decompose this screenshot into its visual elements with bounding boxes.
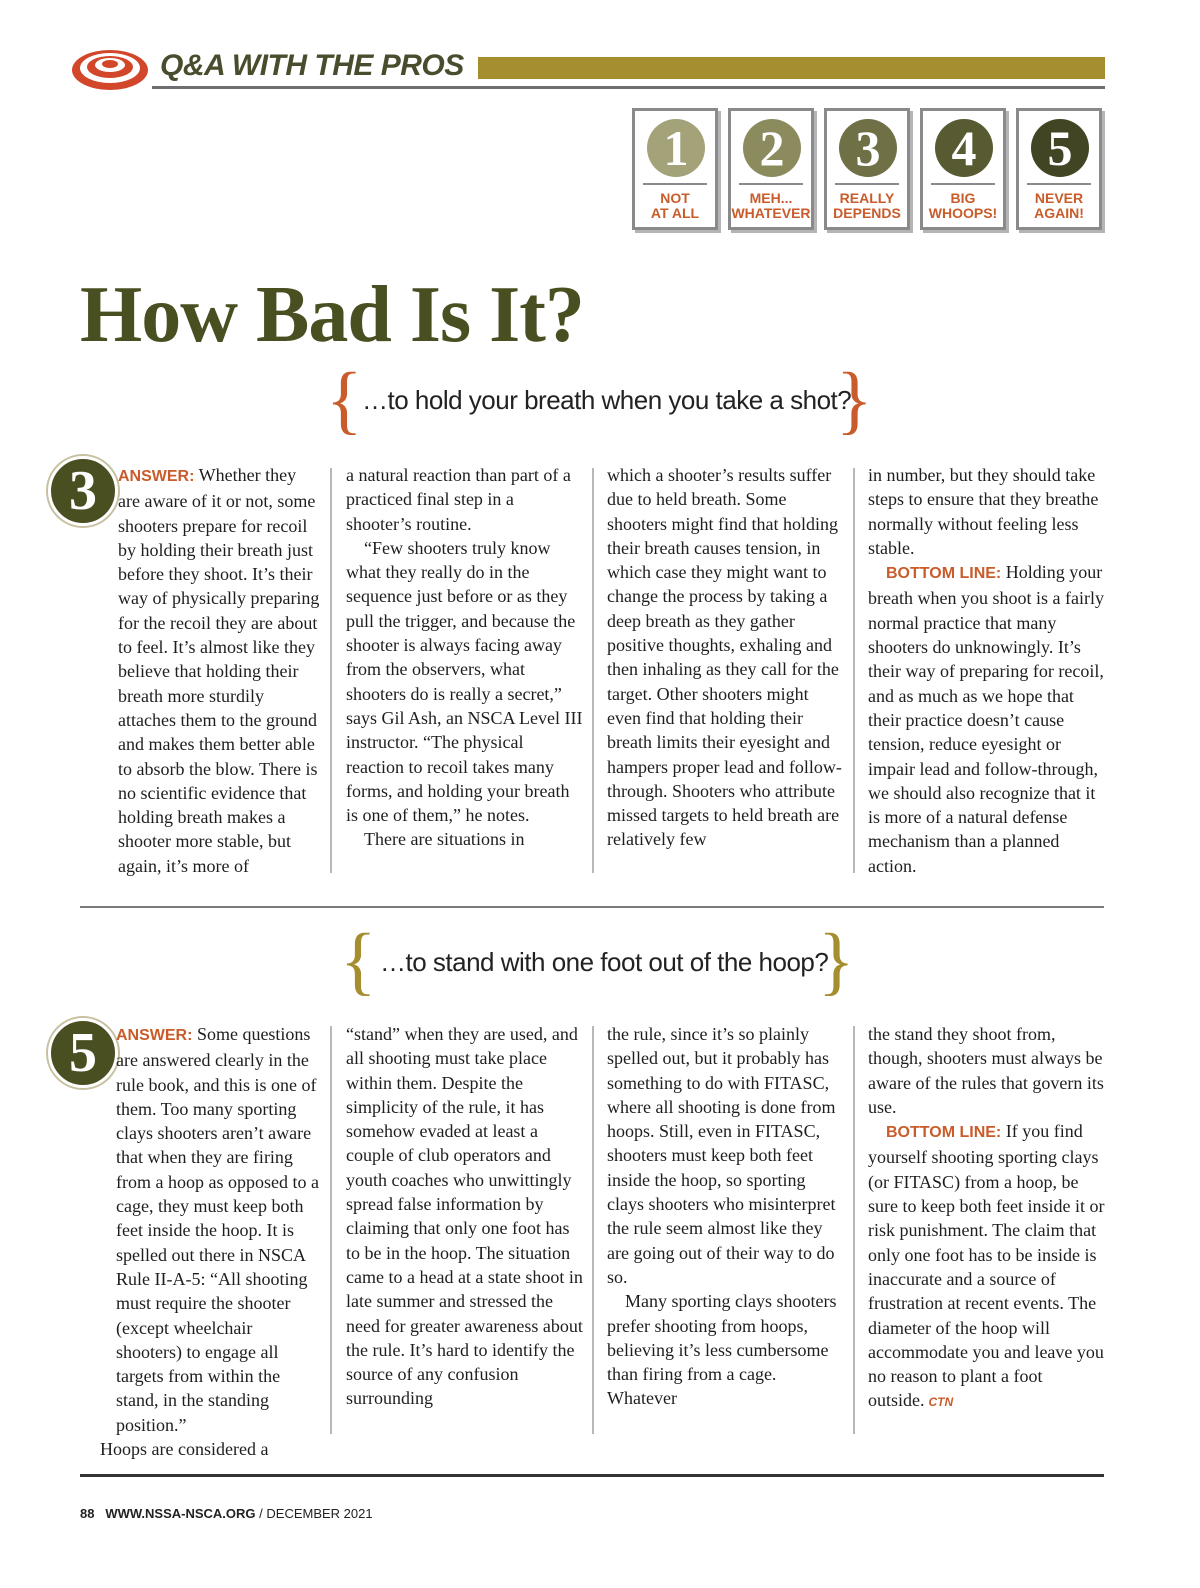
column-divider xyxy=(330,1026,332,1434)
section-divider xyxy=(80,906,1104,908)
rating-number: 5 xyxy=(1031,119,1089,177)
rating-card-3 xyxy=(824,108,910,230)
article-column xyxy=(346,463,584,852)
divider xyxy=(835,183,899,185)
section-title: Q&A WITH THE PROS xyxy=(160,49,464,82)
rating-number: 2 xyxy=(743,119,801,177)
rating-label: MEH... WHATEVER xyxy=(731,190,811,221)
page-title: How Bad Is It? xyxy=(80,271,584,359)
left-brace: { xyxy=(326,358,363,442)
right-brace: } xyxy=(836,358,873,442)
article-column xyxy=(607,463,845,852)
rating-label: BIG WHOOPS! xyxy=(928,190,998,221)
bottom-line-label: BOTTOM LINE: xyxy=(886,1124,1002,1142)
paragraph: “stand” when they are used, and all shooting must take place within them. Despite the simplicity of the rule, it has somehow evaded at least a couple of club operators and youth coaches who unwittingly spread false information by claiming that only one foot has to be in the hoop. The situation came to a head at a state shoot in late summer and stressed the need for greater awareness about the rule. It’s hard to identify the source of any confusion surrounding xyxy=(346,1024,583,1409)
article-column xyxy=(868,463,1106,878)
bottom-line-label: BOTTOM LINE: xyxy=(886,565,1002,583)
target-logo-icon xyxy=(68,44,152,92)
paragraph: “Few shooters truly know what they really do in the sequence just before or as they pull the trigger, and because the shooter is always facing away from the observers, what shooters do is really a secret,” says Gil Ash, an NSCA Level III instructor. “The physical reaction to recoil takes many forms, and holding your breath is one of them,” he notes. xyxy=(346,537,583,826)
header-bar xyxy=(478,57,1105,79)
column-divider xyxy=(330,468,332,873)
right-brace: } xyxy=(818,919,855,1003)
answer-text: Whether they are aware of it or not, some shooters prepare for recoil by holding their breath just before they shoot. It’s their way of physically preparing for the recoil they are about to feel. It’s almost like they believe that holding their breath more sturdily attaches them to the ground and makes them better able to absorb the blow. There is no scientific evidence that holding breath makes a shooter more stable, but again, it’s more of xyxy=(118,465,320,876)
bottom-line-text: Holding your breath when you shoot is a fairly normal practice that many shooters do unknowingly. It’s their way of preparing for recoil, and as much as we hope that their practice doesn’t cause tension, reduce eyesight or impair lead and follow-through, we should also recognize that it is more of a natural defense mechanism than a planned action. xyxy=(868,562,1104,876)
left-brace: { xyxy=(340,919,377,1003)
rating-card-5 xyxy=(1016,108,1102,230)
divider xyxy=(643,183,707,185)
paragraph: which a shooter’s results suffer due to held breath. Some shooters might find that holding their breath causes tension, in which case they might want to change the process by taking a deep breath as they gather positive thoughts, exhaling and then inhaling as they call for the target. Other shooters might even find that holding their breath limits their eyesight and hampers proper lead and follow-through. Shooters who attribute missed targets to held breath are relatively few xyxy=(607,465,842,850)
website-link[interactable]: WWW.NSSA-NSCA.ORG xyxy=(105,1506,256,1521)
bottom-line-text: If you find yourself shooting sporting clays (or FITASC) from a hoop, be sure to keep both feet inside it or risk punishment. The claim that only one foot has to be inside is inaccurate and a source of frustration at recent events. The diameter of the hoop will accommodate you and leave you no reason to plant a foot outside. xyxy=(868,1121,1105,1411)
ctn-end-mark: CTN xyxy=(928,1395,954,1410)
paragraph: the rule, since it’s so plainly spelled out, but it probably has something to do with FITASC, where all shooting is done from hoops. Still, even in FITASC, shooters must keep both feet inside the hoop, so sporting clays shooters who misinterpret the rule seem almost like they are going out of their way to do so. xyxy=(607,1024,836,1287)
rating-number: 1 xyxy=(647,119,705,177)
paragraph: Hoops are considered a xyxy=(100,1439,269,1460)
article-column xyxy=(607,1022,845,1411)
rating-label: REALLY DEPENDS xyxy=(833,190,901,221)
column-divider xyxy=(853,468,855,873)
paragraph: There are situations in xyxy=(364,829,525,850)
rating-label: NOT AT ALL xyxy=(650,190,700,221)
paragraph: Many sporting clays shooters prefer shooting from hoops, believing it’s less cumbersome than firing from a cage. Whatever xyxy=(607,1291,837,1409)
answer-rating-badge: 3 xyxy=(48,456,118,526)
paragraph: the stand they shoot from, though, shooters must always be aware of the rules that govern its use. xyxy=(868,1024,1104,1117)
page-number: 88 xyxy=(80,1506,95,1521)
answer-text: Some questions are answered clearly in the rule book, and this is one of them. Too many sporting clays shooters aren’t aware that when they are firing from a hoop as opposed to a cage, they must keep both feet inside the hoop. It is spelled out there in NSCA Rule II-A-5: “All shooting must require the shooter (except wheelchair shooters) to engage all targets from within the stand, in the standing position.” xyxy=(116,1024,319,1435)
answer-rating-badge: 5 xyxy=(48,1018,118,1088)
article-column xyxy=(346,1022,584,1411)
rating-card-4 xyxy=(920,108,1006,230)
column-divider xyxy=(592,468,594,873)
rating-card-1 xyxy=(632,108,718,230)
article-column xyxy=(868,1022,1106,1415)
article-column xyxy=(82,1022,320,1461)
rating-number: 4 xyxy=(935,119,993,177)
rating-number: 3 xyxy=(839,119,897,177)
issue-date: / DECEMBER 2021 xyxy=(259,1506,373,1521)
divider xyxy=(1027,183,1091,185)
paragraph: a natural reaction than part of a practiced final step in a shooter’s routine. xyxy=(346,465,571,534)
answer-label: ANSWER: xyxy=(118,468,195,485)
footer-rule xyxy=(80,1474,1104,1477)
column-divider xyxy=(853,1026,855,1434)
paragraph: in number, but they should take steps to ensure that they breathe normally without feeling less stable. xyxy=(868,465,1099,558)
answer-label: ANSWER: xyxy=(116,1027,193,1044)
rating-card-2 xyxy=(728,108,814,230)
question-heading: …to hold your breath when you take a shot? xyxy=(362,385,852,415)
divider xyxy=(931,183,995,185)
header-rule xyxy=(152,86,1105,89)
column-divider xyxy=(592,1026,594,1434)
page-footer xyxy=(80,1506,373,1521)
question-heading: …to stand with one foot out of the hoop? xyxy=(380,947,829,977)
rating-label: NEVER AGAIN! xyxy=(1034,190,1084,221)
article-column xyxy=(82,463,320,878)
divider xyxy=(739,183,803,185)
